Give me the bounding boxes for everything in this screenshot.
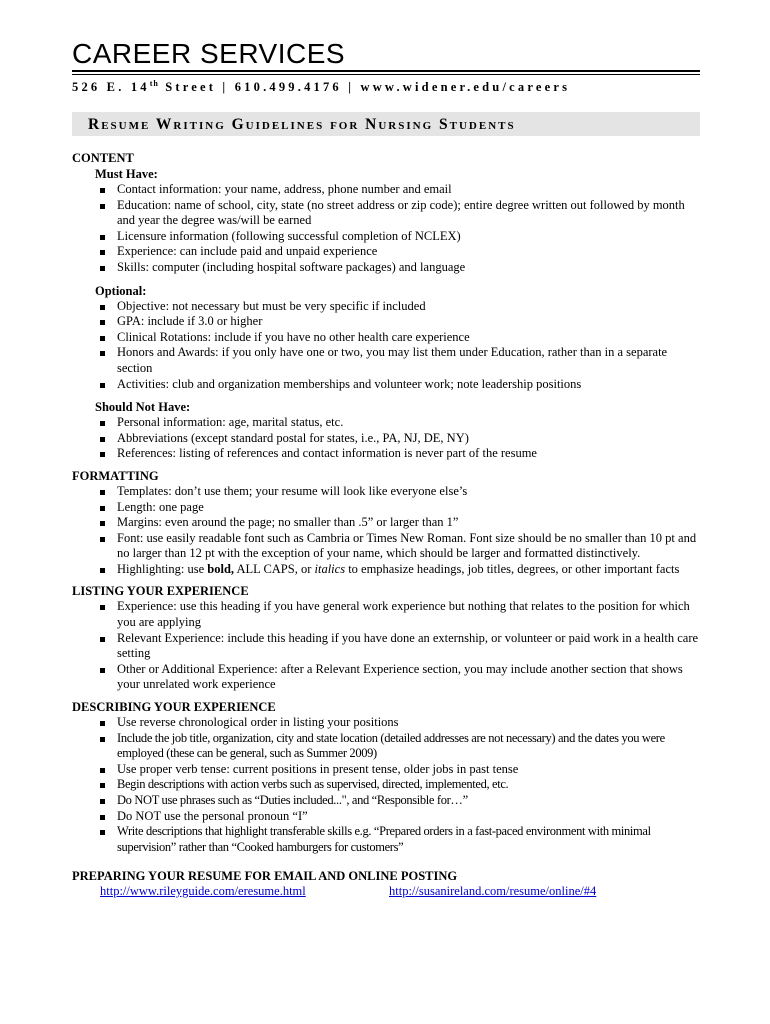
listing-list [98,599,700,693]
italic-example: italics [314,561,346,576]
preparing-heading: PREPARING YOUR RESUME FOR EMAIL AND ONLINE POSTING [72,869,458,884]
list-item: Relevant Experience: include this heading if you have done an externship, or volunteer or paid work in a health care setting [98,631,700,662]
formatting-heading: FORMATTING [72,468,159,483]
list-item: Begin descriptions with action verbs such as supervised, directed, implemented, etc. [98,777,700,793]
list-item: Honors and Awards: if you only have one or two, you may list them under Education, rather than in a separate section [98,345,700,376]
list-item: Experience: use this heading if you have general work experience but nothing that relates to the position for which you are applying [98,599,700,630]
address-line [72,79,570,95]
list-item: Activities: club and organization memberships and volunteer work; note leadership positions [98,377,700,393]
list-item: Use proper verb tense: current positions in present tense, older jobs in past tense [98,762,700,778]
content-heading: CONTENT [72,151,134,165]
describing-heading: DESCRIBING YOUR EXPERIENCE [72,700,276,715]
list-item: Templates: don’t use them; your resume will look like everyone else’s [98,484,700,500]
list-item: Other or Additional Experience: after a Relevant Experience section, you may include another section that shows your unrelated work experience [98,662,700,693]
header-rule-top [72,70,700,72]
list-item: Write descriptions that highlight transferable skills e.g. “Prepared orders in a fast-paced environment with minimal supervision” rather than “Cooked hamburgers for customers” [98,824,700,855]
should-not-have-list [98,415,700,462]
list-item: Clinical Rotations: include if you have no other health care experience [98,330,700,346]
list-item: Do NOT use phrases such as “Duties included...", and “Responsible for…” [98,793,700,809]
list-item: References: listing of references and contact information is never part of the resume [98,446,700,462]
document-title-banner: Resume Writing Guidelines for Nursing Students [72,112,700,136]
header-rule-bottom [72,74,700,75]
list-item: Font: use easily readable font such as Cambria or Times New Roman. Font size should be no smaller than 10 pt and no larger than 12 pt with the exception of your name, which should be larger and formatted distinctively. [98,531,700,562]
optional-list [98,299,700,393]
list-item: Education: name of school, city, state (no street address or zip code); entire degree written out followed by month and year the degree was/will be earned [98,198,700,229]
address-contact: Street | 610.499.4176 | www.widener.edu/careers [158,80,571,95]
list-item: Length: one page [98,500,700,516]
list-item: Include the job title, organization, city and state location (detailed addresses are not necessary) and the dates you were employed (these can be general, such as Summer 2009) [98,731,700,762]
list-item: Skills: computer (including hospital software packages) and language [98,260,700,276]
list-item: Personal information: age, marital status, etc. [98,415,700,431]
list-item: Do NOT use the personal pronoun “I” [98,809,700,825]
list-item: Margins: even around the page; no smaller than .5” or larger than 1” [98,515,700,531]
document-body [72,150,700,902]
list-item-highlighting: Highlighting: use bold, ALL CAPS, or italics to emphasize headings, job titles, degrees, or other important facts [98,562,700,578]
bold-example: bold, [207,561,235,576]
resource-links [72,884,700,902]
must-have-heading: Must Have: [95,167,158,181]
list-item: Contact information: your name, address, phone number and email [98,182,700,198]
listing-heading: LISTING YOUR EXPERIENCE [72,584,249,599]
should-not-have-heading: Should Not Have: [95,400,191,415]
optional-heading: Optional: [95,283,147,298]
must-have-list [98,182,700,276]
list-item: Objective: not necessary but must be very specific if included [98,299,700,315]
list-item: Use reverse chronological order in listing your positions [98,715,700,731]
formatting-list [98,484,700,578]
susanireland-link[interactable]: http://susanireland.com/resume/online/#4 [389,884,597,899]
list-item: Licensure information (following successful completion of NCLEX) [98,229,700,245]
org-title: CAREER SERVICES [72,38,346,69]
rileyguide-link[interactable]: http://www.rileyguide.com/eresume.html [100,884,306,899]
address-ordinal: th [149,79,159,88]
list-item: Experience: can include paid and unpaid experience [98,244,700,260]
list-item: GPA: include if 3.0 or higher [98,314,700,330]
list-item: Abbreviations (except standard postal for states, i.e., PA, NJ, DE, NY) [98,431,700,447]
describing-list [98,715,700,855]
address-street: 526 E. 14 [72,80,150,95]
